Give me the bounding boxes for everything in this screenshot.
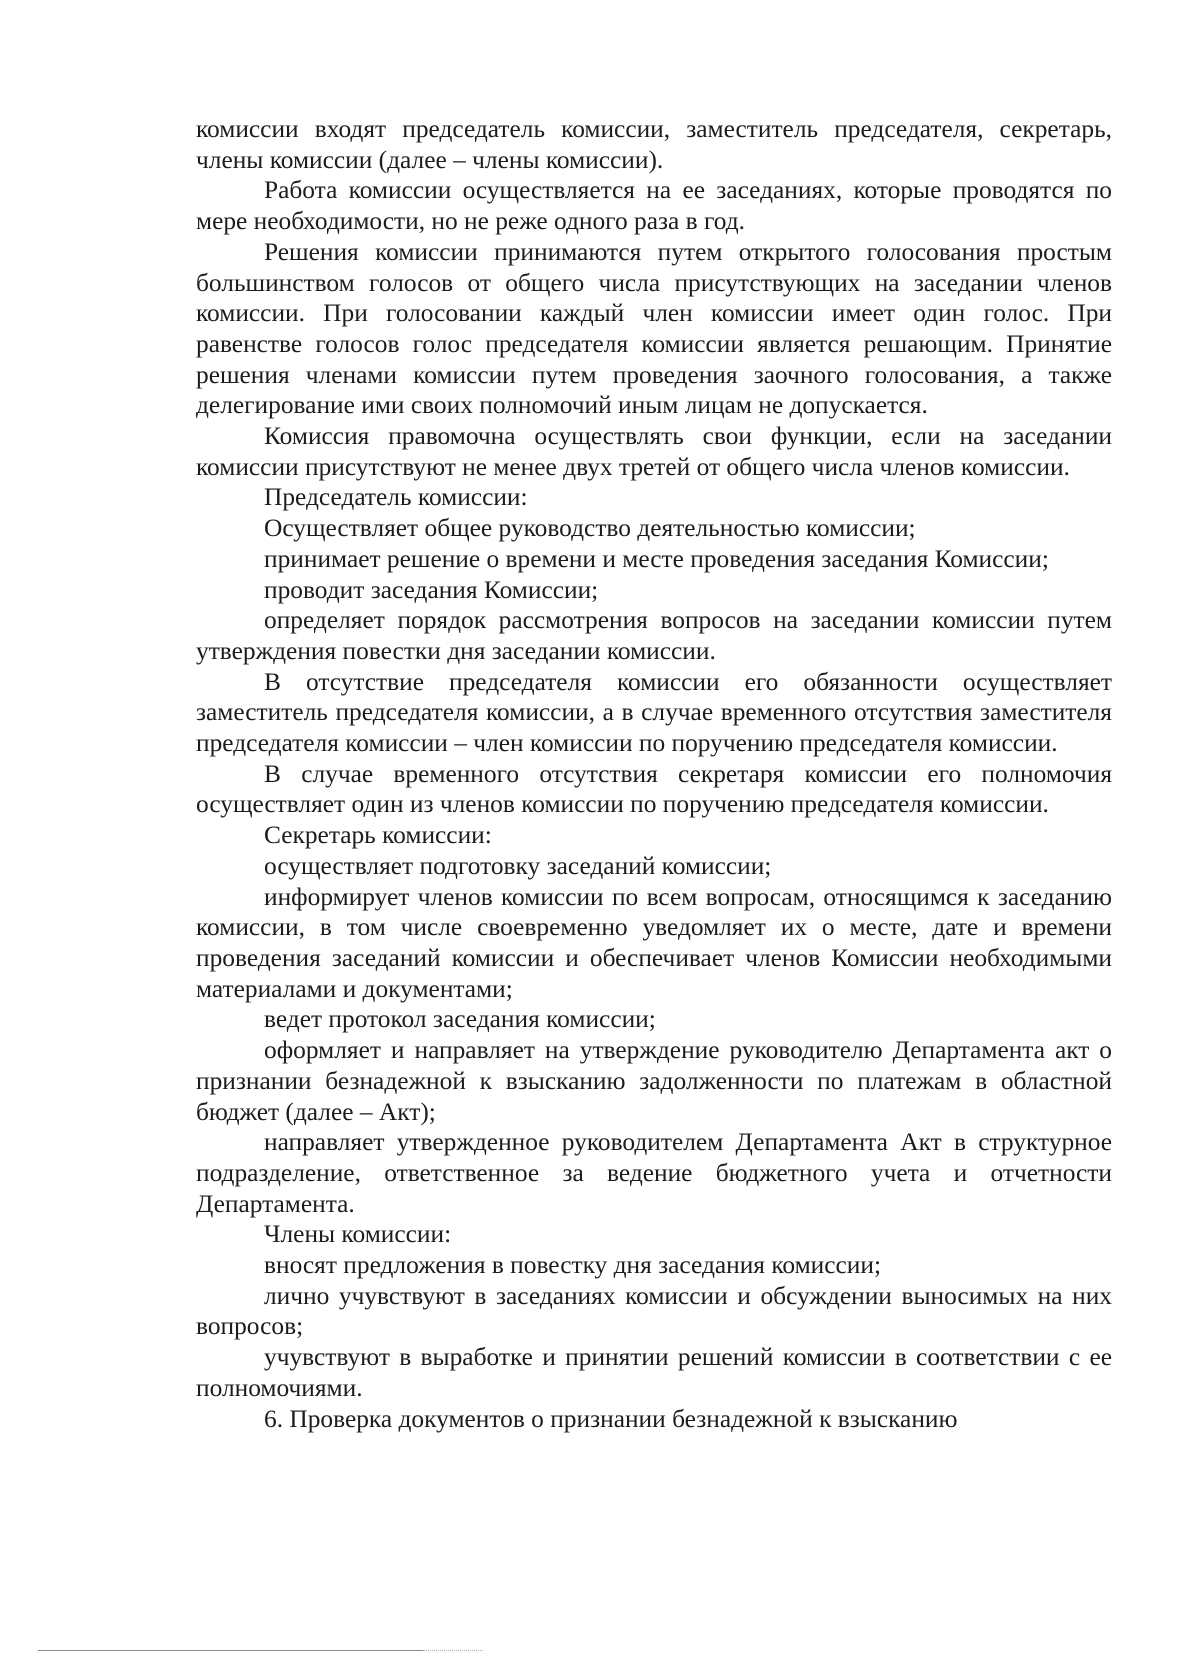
secretary-duty-4: оформляет и направляет на утверждение руководителю Департамента акт о признании безнадежной к взысканию задолженности по платежам в областной бюджет (далее – Акт); (196, 1036, 1112, 1126)
heading-chairman: Председатель комиссии: (264, 483, 528, 512)
secretary-duty-1: осуществляет подготовку заседаний комиссии; (264, 851, 772, 880)
secretary-duty-5: направляет утвержденное руководителем Департамента Акт в структурное подразделение, ответственное за ведение бюджетного учета и отчетности Департамента. (196, 1128, 1112, 1218)
heading-members: Члены комиссии: (264, 1220, 452, 1249)
footer-rule (38, 1650, 423, 1651)
heading-secretary: Секретарь комиссии: (264, 821, 492, 850)
paragraph-secretary-absence: В случае временного отсутствия секретаря комиссии его полномочия осуществляет один из членов комиссии по поручению председателя комиссии. (196, 759, 1112, 819)
paragraph-chairman-absence: В отсутствие председателя комиссии его обязанности осуществляет заместитель председателя комиссии, а в случае временного отсутствия заместителя председателя комиссии – член комиссии по поручению председателя комиссии. (196, 667, 1112, 758)
members-duty-3: учувствуют в выработке и принятии решений комиссии в соответствии с ее полномочиями. (196, 1343, 1112, 1402)
members-duty-1: вносят предложения в повестку дня заседания комиссии; (264, 1251, 882, 1280)
document-body (196, 114, 1112, 1434)
paragraph-quorum: Комиссия правомочна осуществлять свои функции, если на заседании комиссии присутствуют не менее двух третей от общего числа членов комиссии. (196, 422, 1112, 481)
paragraph-decisions: Решения комиссии принимаются путем открытого голосования простым большинством голосов от общего числа присутствующих на заседании членов комиссии. При голосовании каждый член комиссии имеет один голос. При равенстве голосов голос председателя комиссии является решающим. Принятие решения членами комиссии путем проведения заочного голосования, а также делегирование ими своих полномочий иным лицам не допускается. (196, 237, 1112, 420)
footer-rule-dotted (423, 1650, 483, 1651)
secretary-duty-3: ведет протокол заседания комиссии; (264, 1005, 656, 1034)
chairman-duty-2: принимает решение о времени и месте проведения заседания Комиссии; (264, 544, 1049, 573)
paragraph-composition: комиссии входят председатель комиссии, заместитель председателя, секретарь, члены комиссии (далее – члены комиссии). (196, 115, 1112, 174)
chairman-duty-3: проводит заседания Комиссии; (264, 575, 599, 604)
chairman-duty-1: Осуществляет общее руководство деятельностью комиссии; (264, 514, 916, 543)
paragraph-meetings: Работа комиссии осуществляется на ее заседаниях, которые проводятся по мере необходимости, но не реже одного раза в год. (196, 176, 1112, 236)
secretary-duty-2: информирует членов комиссии по всем вопросам, относящимся к заседанию комиссии, в том числе своевременно уведомляет их о месте, дате и времени проведения заседаний комиссии и обеспечивает членов Комиссии необходимыми материалами и документами; (196, 882, 1112, 1003)
paragraph-section-6: 6. Проверка документов о признании безнадежной к взысканию (264, 1404, 958, 1433)
members-duty-2: лично учувствуют в заседаниях комиссии и обсуждении выносимых на них вопросов; (196, 1281, 1112, 1341)
chairman-duty-4: определяет порядок рассмотрения вопросов на заседании комиссии путем утверждения повестки дня заседании комиссии. (196, 606, 1112, 665)
